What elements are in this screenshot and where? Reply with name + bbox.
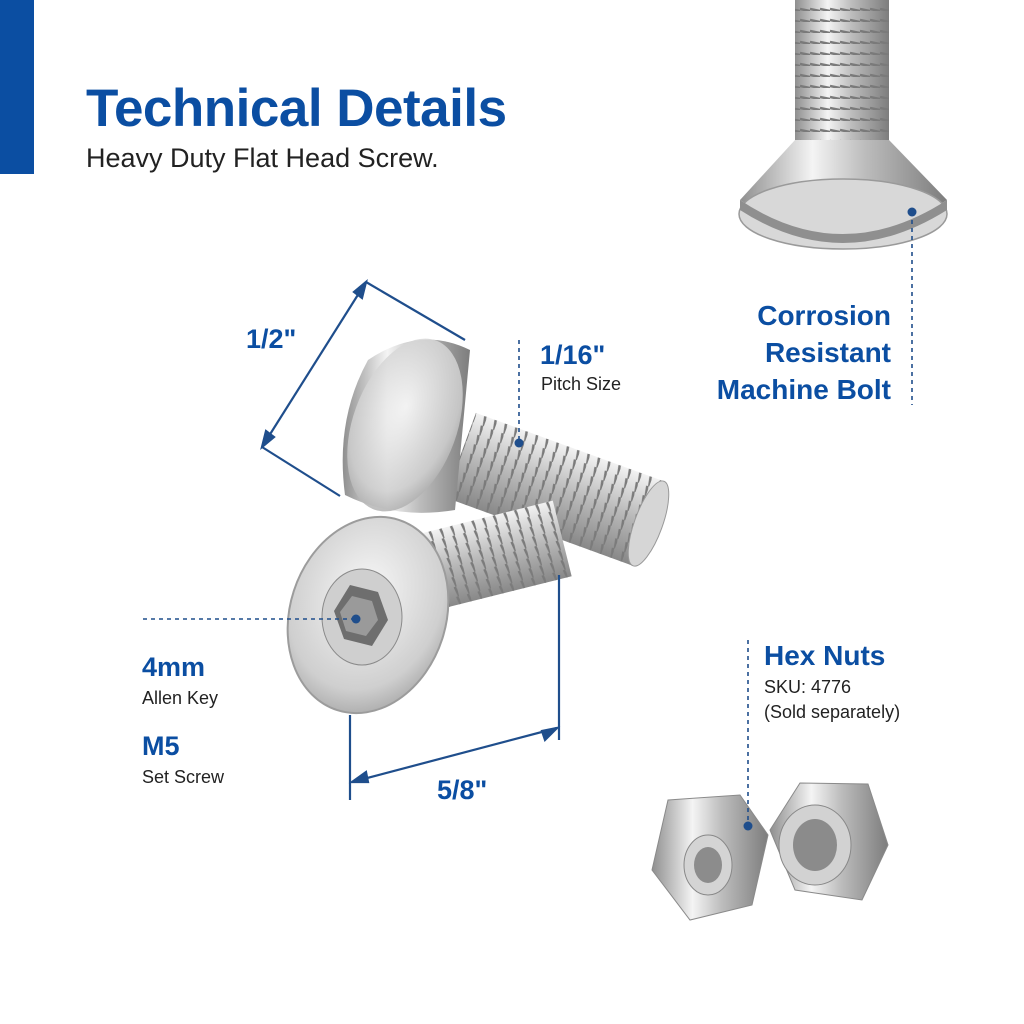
front-screw-image	[263, 496, 572, 734]
width-label: 5/8"	[437, 775, 488, 805]
length-label: 1/2"	[246, 324, 297, 354]
screw-value: M5	[142, 731, 180, 761]
page-subtitle: Heavy Duty Flat Head Screw.	[86, 143, 439, 173]
bolt-callout-line3: Machine Bolt	[716, 374, 891, 405]
bolt-callout-line2: Resistant	[764, 337, 891, 368]
page-title: Technical Details	[86, 79, 507, 138]
nut-dot-icon	[744, 822, 753, 831]
bolt-callout-line1: Corrosion	[757, 300, 891, 331]
key-value: 4mm	[142, 652, 206, 682]
nuts-title: Hex Nuts	[764, 640, 886, 671]
key-caption: Allen Key	[142, 688, 219, 708]
hex-nut-left-image	[652, 795, 768, 920]
key-dot-icon	[352, 615, 361, 624]
hex-nut-right-image	[770, 783, 888, 900]
screw-caption: Set Screw	[142, 767, 225, 787]
bolt-dot-icon	[908, 208, 917, 217]
pitch-dot-icon	[515, 439, 524, 448]
pitch-caption: Pitch Size	[541, 374, 622, 394]
pitch-value: 1/16"	[540, 340, 606, 370]
nuts-note: (Sold separately)	[764, 702, 901, 722]
nuts-sku: SKU: 4776	[764, 677, 852, 697]
